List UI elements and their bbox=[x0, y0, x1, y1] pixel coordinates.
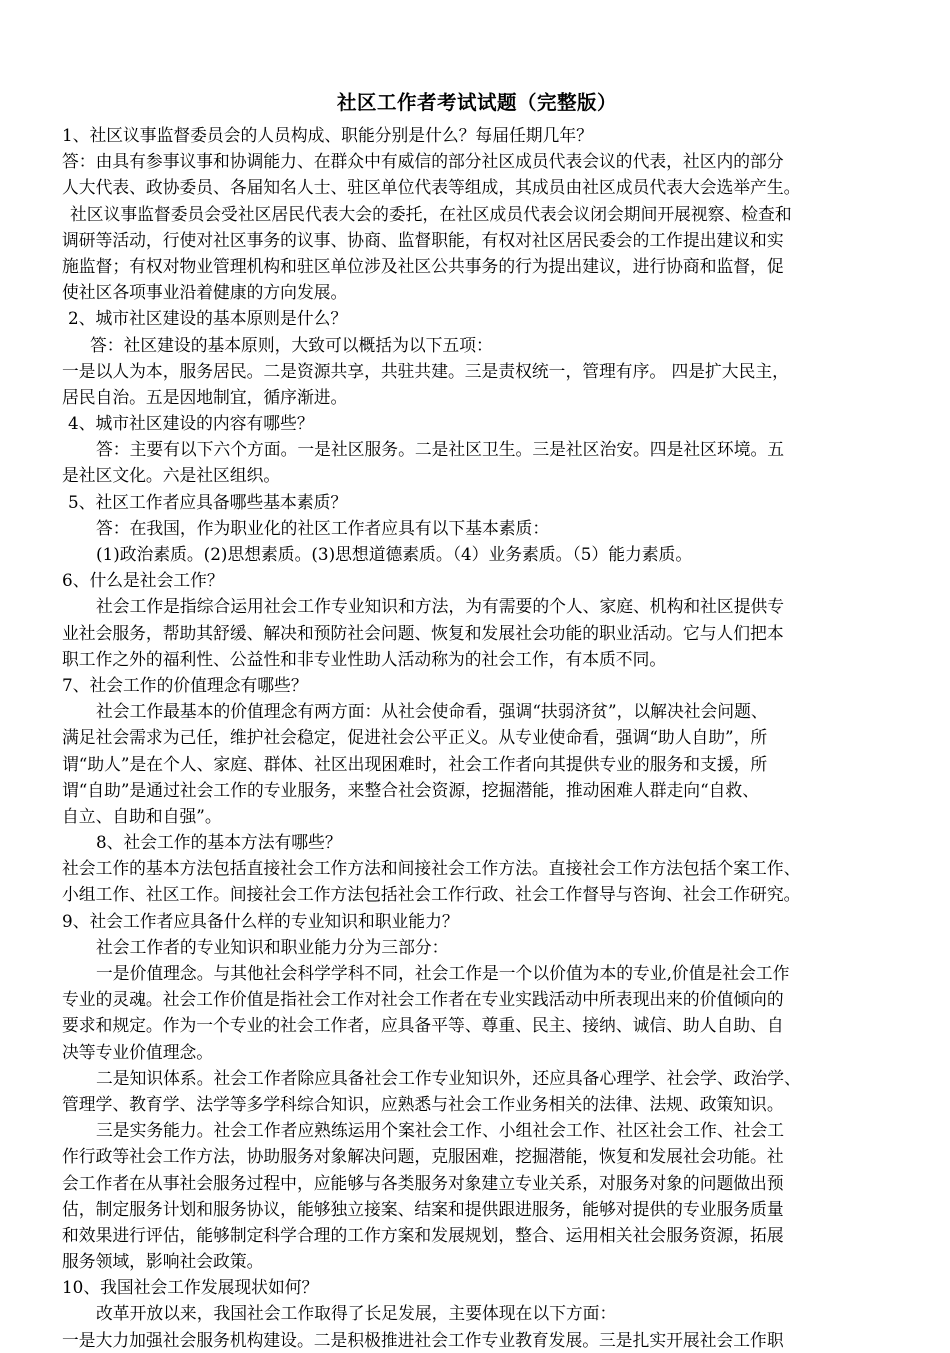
text-line: 是社区文化。六是社区组织。 bbox=[62, 465, 281, 486]
text-line: (1)政治素质。(2)思想素质。(3)思想道德素质。（4）业务素质。（5）能力素质。 bbox=[96, 544, 693, 564]
text-line: 居民自治。五是因地制宜，循序渐进。 bbox=[62, 386, 348, 407]
text-line: 使社区各项事业沿着健康的方向发展。 bbox=[62, 282, 348, 303]
text-line: 和效果进行评估，能够制定科学合理的工作方案和发展规划，整合、运用相关社会服务资源，拓展 bbox=[62, 1224, 784, 1245]
text-line: 9、社会工作者应具备什么样的专业知识和职业能力？ bbox=[62, 910, 459, 931]
text-line: 5、社区工作者应具备哪些基本素质？ bbox=[68, 491, 348, 512]
document-title: 社区工作者考试试题（完整版） bbox=[336, 91, 617, 114]
text-line: 7、社会工作的价值理念有哪些？ bbox=[62, 674, 308, 695]
text-line: 8、社会工作的基本方法有哪些？ bbox=[96, 832, 342, 853]
text-line: 估，制定服务计划和服务协议，能够独立接案、结案和提供跟进服务，能够对提供的专业服务质量 bbox=[62, 1198, 784, 1219]
text-line: 6、什么是社会工作？ bbox=[62, 570, 224, 591]
text-line: 答：由具有参事议事和协调能力、在群众中有威信的部分社区成员代表会议的代表，社区内的部分 bbox=[62, 151, 784, 172]
text-line: 答：社区建设的基本原则，大致可以概括为以下五项： bbox=[90, 334, 493, 355]
text-line: 答：主要有以下六个方面。一是社区服务。二是社区卫生。三是社区治安。四是社区环境。五 bbox=[96, 439, 785, 460]
document-body bbox=[62, 122, 892, 1353]
text-line: 10、我国社会工作发展现状如何？ bbox=[62, 1277, 319, 1298]
text-line: 专业的灵魂。社会工作价值是指社会工作对社会工作者在专业实践活动中所表现出来的价值倾向的 bbox=[62, 989, 784, 1010]
text-line: 满足社会需求为己任，维护社会稳定，促进社会公平正义。从专业使命看，强调“助人自助”，所 bbox=[62, 727, 768, 748]
text-line: 谓“助人”是在个人、家庭、群体、社区出现困难时，社会工作者向其提供专业的服务和支援，所 bbox=[62, 753, 768, 774]
text-line: 调研等活动，行使对社区事务的议事、协商、监督职能，有权对社区居民委会的工作提出建议和实 bbox=[62, 229, 784, 250]
text-line: 1、社区议事监督委员会的人员构成、职能分别是什么？每届任期几年？ bbox=[62, 125, 593, 145]
text-line: 一是以人为本，服务居民。二是资源共享，共驻共建。三是责权统一，管理有序。 四是扩大民主， bbox=[62, 360, 789, 381]
text-line: 服务领域，影响社会政策。 bbox=[62, 1251, 264, 1272]
text-line: 社区议事监督委员会受社区居民代表大会的委托，在社区成员代表会议闭会期间开展视察、检查和 bbox=[70, 203, 792, 224]
text-line: 社会工作最基本的价值理念有两方面：从社会使命看，强调“扶弱济贫”，以解决社会问题、 bbox=[96, 701, 768, 722]
text-line: 社会工作者的专业知识和职业能力分为三部分： bbox=[96, 936, 449, 957]
text-line: 作行政等社会工作方法，协助服务对象解决问题，克服困难，挖掘潜能，恢复和发展社会功能。社 bbox=[62, 1146, 784, 1167]
text-line: 2、城市社区建设的基本原则是什么？ bbox=[68, 308, 348, 329]
text-line: 施监督；有权对物业管理机构和驻区单位涉及社区公共事务的行为提出建议，进行协商和监督，促 bbox=[62, 255, 784, 276]
text-line: 自立、自助和自强”。 bbox=[62, 805, 222, 826]
text-line: 4、城市社区建设的内容有哪些？ bbox=[68, 413, 314, 434]
text-line: 要求和规定。作为一个专业的社会工作者，应具备平等、尊重、民主、接纳、诚信、助人自助、自 bbox=[62, 1015, 784, 1036]
text-line: 会工作者在从事社会服务过程中，应能够与各类服务对象建立专业关系，对服务对象的问题做出预 bbox=[62, 1172, 784, 1193]
text-line: 社会工作的基本方法包括直接社会工作方法和间接社会工作方法。直接社会工作方法包括个案工作、 bbox=[62, 858, 801, 879]
text-line: 一是大力加强社会服务机构建设。二是积极推进社会工作专业教育发展。三是扎实开展社会工作职 bbox=[62, 1329, 784, 1350]
text-line: 职工作之外的福利性、公益性和非专业性助人活动称为的社会工作，有本质不同。 bbox=[62, 648, 667, 669]
text-line: 管理学、教育学、法学等多学科综合知识，应熟悉与社会工作业务相关的法律、法规、政策知识。 bbox=[62, 1093, 784, 1114]
text-line: 一是价值理念。与其他社会科学学科不同，社会工作是一个以价值为本的专业,价值是社会工作 bbox=[96, 963, 790, 983]
text-line: 业社会服务，帮助其舒缓、解决和预防社会问题、恢复和发展社会功能的职业活动。它与人们把本 bbox=[62, 622, 784, 643]
text-line: 谓“自助”是通过社会工作的专业服务，来整合社会资源，挖掘潜能，推动困难人群走向“自救、 bbox=[62, 779, 759, 800]
text-line: 小组工作、社区工作。间接社会工作方法包括社会工作行政、社会工作督导与咨询、社会工作研究。 bbox=[62, 884, 801, 905]
text-line: 人大代表、政协委员、各届知名人士、驻区单位代表等组成，其成员由社区成员代表大会选举产生。 bbox=[62, 177, 801, 198]
text-line: 社会工作是指综合运用社会工作专业知识和方法，为有需要的个人、家庭、机构和社区提供专 bbox=[96, 596, 785, 617]
text-line: 二是知识体系。社会工作者除应具备社会工作专业知识外，还应具备心理学、社会学、政治学、 bbox=[96, 1067, 801, 1088]
text-line: 三是实务能力。社会工作者应熟练运用个案社会工作、小组社会工作、社区社会工作、社会工 bbox=[96, 1120, 785, 1141]
document-page bbox=[62, 88, 892, 1353]
text-line: 改革开放以来，我国社会工作取得了长足发展，主要体现在以下方面： bbox=[96, 1303, 617, 1324]
text-line: 决等专业价值理念。 bbox=[62, 1041, 214, 1062]
text-line: 答：在我国，作为职业化的社区工作者应具有以下基本素质： bbox=[96, 517, 550, 538]
